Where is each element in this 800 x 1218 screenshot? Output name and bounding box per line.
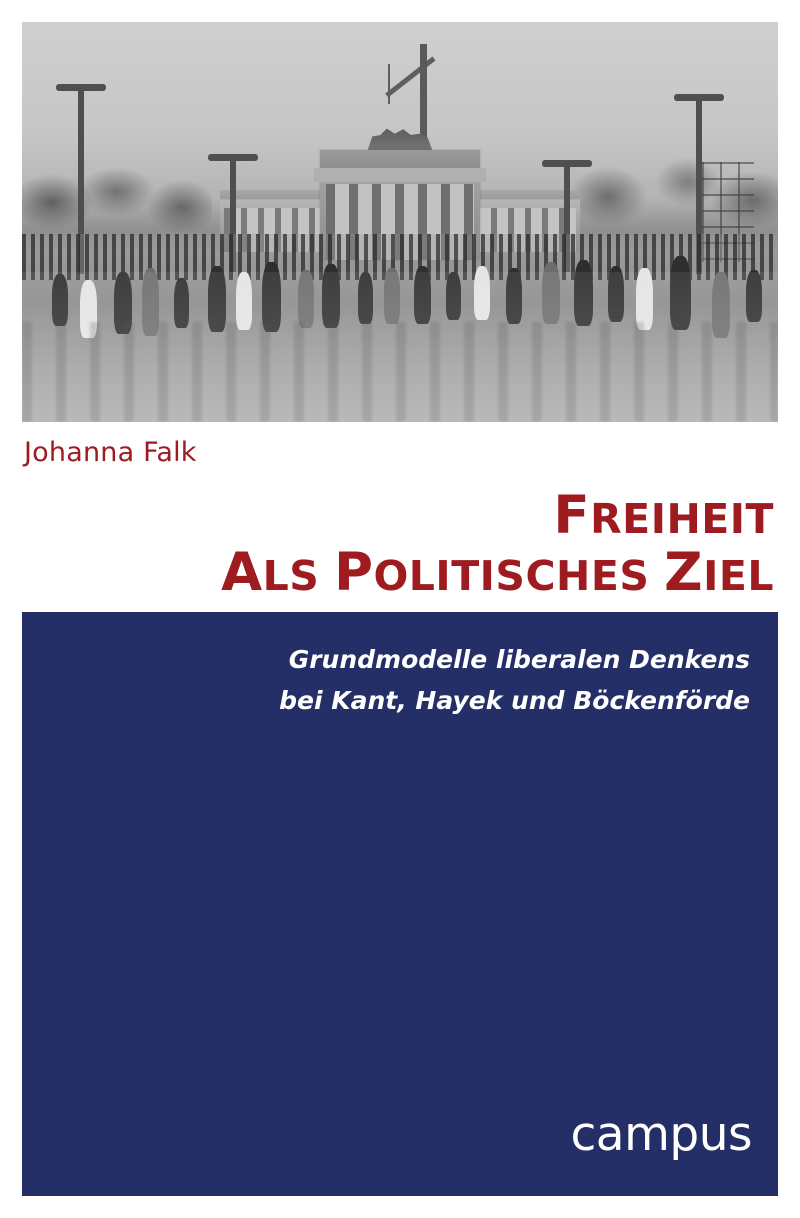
ground-sheen [22,272,778,422]
author-name: Johanna Falk [24,437,197,468]
title-line-2: ALS POLITISCHES ZIEL [221,541,774,603]
cover-photo [22,22,778,422]
blue-panel [22,612,778,1196]
book-title [154,485,774,603]
crane-jib-icon [385,57,435,98]
subtitle-line-1: Grundmodelle liberalen Denkens [288,645,750,674]
title-line-1: FREIHEIT [553,485,774,546]
subtitle-line-2: bei Kant, Hayek und Böckenförde [279,685,750,715]
photo-scene [22,22,778,422]
publisher-logo: campus [570,1107,752,1162]
book-subtitle [190,640,750,721]
crane-hook-icon [388,64,390,104]
